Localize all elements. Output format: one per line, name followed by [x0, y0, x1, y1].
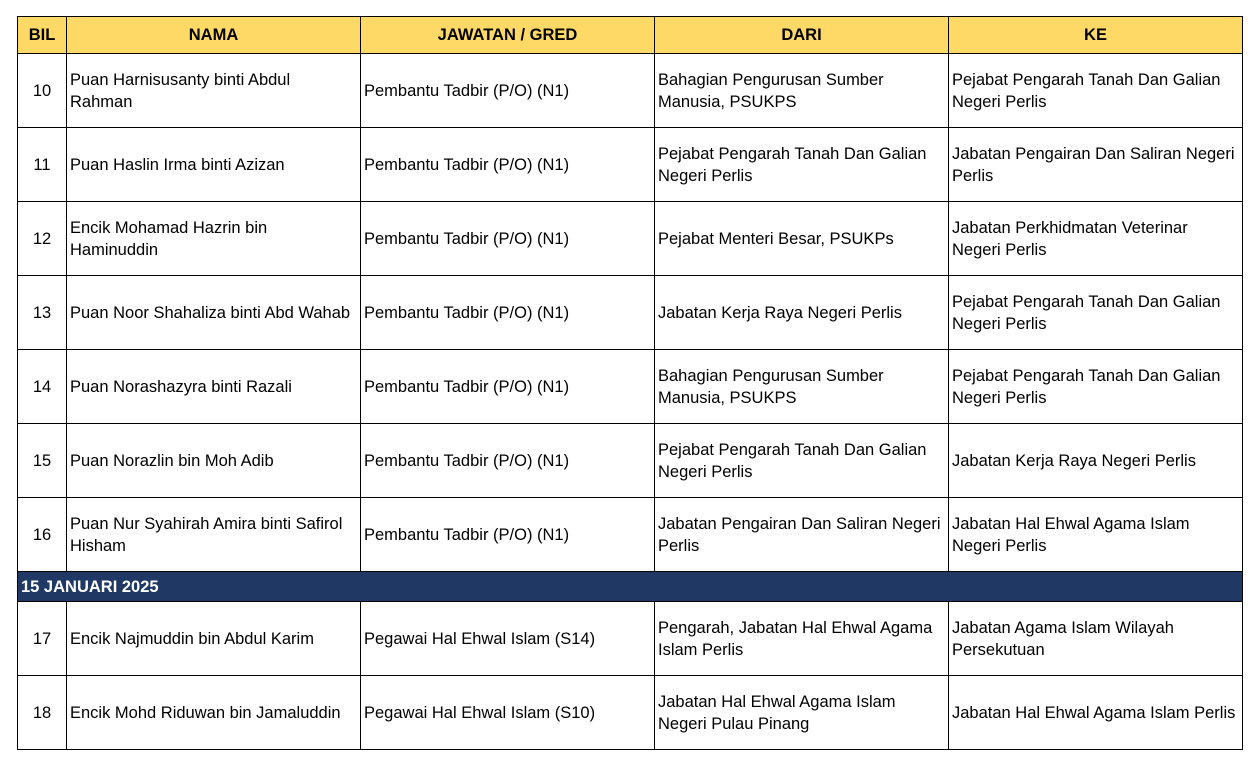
- cell-ke: Jabatan Hal Ehwal Agama Islam Negeri Perlis: [949, 498, 1243, 572]
- table-row: [18, 498, 1243, 572]
- cell-ke: Pejabat Pengarah Tanah Dan Galian Negeri Perlis: [949, 54, 1243, 128]
- header-row: [18, 17, 1243, 54]
- cell-jawatan: Pembantu Tadbir (P/O) (N1): [361, 498, 655, 572]
- cell-ke: Jabatan Agama Islam Wilayah Persekutuan: [949, 602, 1243, 676]
- cell-nama: Puan Haslin Irma binti Azizan: [67, 128, 361, 202]
- table-row: [18, 676, 1243, 750]
- cell-jawatan: Pegawai Hal Ehwal Islam (S14): [361, 602, 655, 676]
- header-dari: DARI: [655, 17, 949, 54]
- cell-bil: 12: [18, 202, 67, 276]
- cell-dari: Pejabat Pengarah Tanah Dan Galian Negeri Perlis: [655, 128, 949, 202]
- cell-bil: 17: [18, 602, 67, 676]
- cell-dari: Jabatan Kerja Raya Negeri Perlis: [655, 276, 949, 350]
- cell-jawatan: Pembantu Tadbir (P/O) (N1): [361, 350, 655, 424]
- cell-jawatan: Pembantu Tadbir (P/O) (N1): [361, 202, 655, 276]
- cell-dari: Bahagian Pengurusan Sumber Manusia, PSUKPS: [655, 350, 949, 424]
- header-bil: BIL: [18, 17, 67, 54]
- cell-jawatan: Pembantu Tadbir (P/O) (N1): [361, 128, 655, 202]
- cell-jawatan: Pembantu Tadbir (P/O) (N1): [361, 424, 655, 498]
- cell-bil: 11: [18, 128, 67, 202]
- cell-dari: Bahagian Pengurusan Sumber Manusia, PSUKPS: [655, 54, 949, 128]
- cell-nama: Puan Noor Shahaliza binti Abd Wahab: [67, 276, 361, 350]
- cell-nama: Puan Norashazyra binti Razali: [67, 350, 361, 424]
- section-row: [18, 572, 1243, 602]
- cell-ke: Jabatan Perkhidmatan Veterinar Negeri Perlis: [949, 202, 1243, 276]
- cell-dari: Pengarah, Jabatan Hal Ehwal Agama Islam Perlis: [655, 602, 949, 676]
- cell-dari: Jabatan Pengairan Dan Saliran Negeri Perlis: [655, 498, 949, 572]
- header-ke: KE: [949, 17, 1243, 54]
- header-nama: NAMA: [67, 17, 361, 54]
- cell-bil: 13: [18, 276, 67, 350]
- header-jawatan: JAWATAN / GRED: [361, 17, 655, 54]
- section-date-label: 15 JANUARI 2025: [18, 572, 1243, 602]
- cell-ke: Jabatan Pengairan Dan Saliran Negeri Perlis: [949, 128, 1243, 202]
- cell-nama: Encik Najmuddin bin Abdul Karim: [67, 602, 361, 676]
- cell-jawatan: Pembantu Tadbir (P/O) (N1): [361, 276, 655, 350]
- table-row: [18, 602, 1243, 676]
- cell-ke: Jabatan Kerja Raya Negeri Perlis: [949, 424, 1243, 498]
- cell-ke: Pejabat Pengarah Tanah Dan Galian Negeri Perlis: [949, 276, 1243, 350]
- table-row: [18, 54, 1243, 128]
- cell-bil: 18: [18, 676, 67, 750]
- cell-jawatan: Pegawai Hal Ehwal Islam (S10): [361, 676, 655, 750]
- table-row: [18, 128, 1243, 202]
- cell-dari: Jabatan Hal Ehwal Agama Islam Negeri Pulau Pinang: [655, 676, 949, 750]
- cell-nama: Puan Harnisusanty binti Abdul Rahman: [67, 54, 361, 128]
- cell-nama: Encik Mohamad Hazrin bin Haminuddin: [67, 202, 361, 276]
- cell-nama: Puan Norazlin bin Moh Adib: [67, 424, 361, 498]
- transfer-table: [17, 16, 1243, 750]
- cell-bil: 16: [18, 498, 67, 572]
- table-row: [18, 424, 1243, 498]
- cell-bil: 10: [18, 54, 67, 128]
- cell-nama: Puan Nur Syahirah Amira binti Safirol Hisham: [67, 498, 361, 572]
- cell-dari: Pejabat Menteri Besar, PSUKPs: [655, 202, 949, 276]
- cell-ke: Jabatan Hal Ehwal Agama Islam Perlis: [949, 676, 1243, 750]
- table-row: [18, 202, 1243, 276]
- cell-jawatan: Pembantu Tadbir (P/O) (N1): [361, 54, 655, 128]
- table-row: [18, 276, 1243, 350]
- cell-ke: Pejabat Pengarah Tanah Dan Galian Negeri Perlis: [949, 350, 1243, 424]
- cell-bil: 14: [18, 350, 67, 424]
- table-row: [18, 350, 1243, 424]
- cell-bil: 15: [18, 424, 67, 498]
- cell-nama: Encik Mohd Riduwan bin Jamaluddin: [67, 676, 361, 750]
- cell-dari: Pejabat Pengarah Tanah Dan Galian Negeri Perlis: [655, 424, 949, 498]
